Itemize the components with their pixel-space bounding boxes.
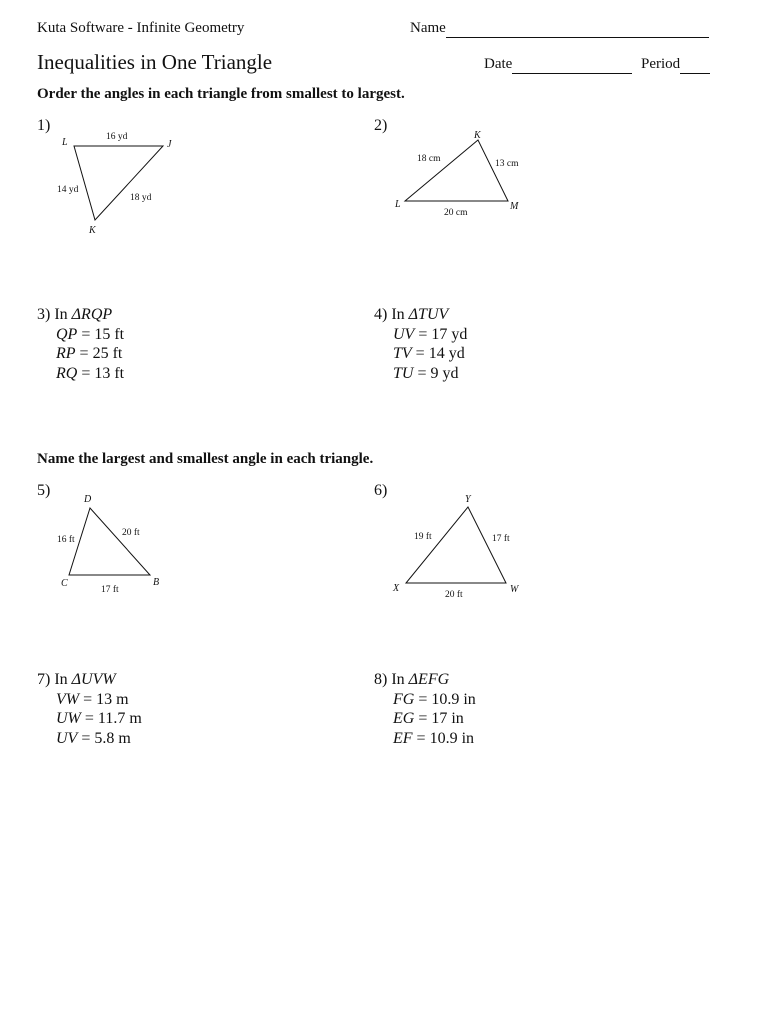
triangle-6 — [392, 494, 520, 600]
problem-7: 7) In ΔUVW VW = 13 m UW = 11.7 m UV = 5.8 m — [37, 671, 142, 747]
problem-1-number: 1) — [37, 117, 51, 134]
problem-8: 8) In ΔEFG FG = 10.9 in EG = 17 in EF = 10.9 in — [374, 671, 476, 747]
side-label: 17 ft — [101, 585, 119, 595]
vertex-label: M — [510, 201, 519, 212]
side-label: 13 cm — [495, 159, 519, 169]
triangle-name: ΔRQP — [71, 306, 113, 323]
vertex-label: J — [167, 139, 172, 150]
side-label: 14 yd — [57, 185, 79, 195]
triangle-1 — [57, 132, 172, 236]
side-label: 16 ft — [57, 535, 75, 545]
period-label: Period — [641, 56, 681, 72]
vertex-label: W — [510, 584, 519, 595]
problem-3: 3) In ΔRQP QP = 15 ft RP = 25 ft RQ = 13 ft — [37, 306, 125, 382]
name-label: Name — [410, 20, 446, 36]
problem-number: 8) — [374, 671, 388, 688]
problem-6-number: 6) — [374, 482, 388, 499]
side-label: 16 yd — [106, 132, 128, 142]
vertex-label: L — [62, 137, 68, 148]
vertex-label: D — [84, 494, 92, 505]
vertex-label: L — [395, 199, 401, 210]
triangle-name: ΔTUV — [408, 306, 449, 323]
side-label: 19 ft — [414, 532, 432, 542]
side-label: 18 yd — [130, 193, 152, 203]
page-title: Inequalities in One Triangle — [37, 50, 273, 74]
problem-number: 3) — [37, 306, 51, 323]
vertex-label: B — [153, 577, 160, 588]
triangle-2 — [394, 130, 519, 218]
side-label: 18 cm — [417, 154, 441, 164]
vertex-label: C — [61, 578, 68, 589]
triangle-5 — [57, 494, 159, 595]
triangle-name: ΔEFG — [408, 671, 450, 688]
software-label: Kuta Software - Infinite Geometry — [37, 20, 245, 36]
triangle-name: ΔUVW — [71, 671, 116, 688]
problem-number: 7) — [37, 671, 51, 688]
problem-5-number: 5) — [37, 482, 51, 499]
side-label: 17 ft — [492, 534, 510, 544]
problem-2-number: 2) — [374, 117, 388, 134]
side-label: 20 cm — [444, 208, 468, 218]
date-label: Date — [484, 56, 513, 72]
vertex-label: X — [393, 583, 400, 594]
problem-number: 4) — [374, 306, 388, 323]
section1-instruction: Order the angles in each triangle from smallest to largest. — [37, 86, 405, 102]
section2-instruction: Name the largest and smallest angle in each triangle. — [37, 451, 374, 467]
vertex-label: K — [474, 130, 481, 141]
vertex-label: Y — [465, 494, 471, 505]
problem-4: 4) In ΔTUV UV = 17 yd TV = 14 yd TU = 9 yd — [374, 306, 468, 382]
side-label: 20 ft — [445, 590, 463, 600]
vertex-label: K — [89, 225, 96, 236]
side-label: 20 ft — [122, 528, 140, 538]
